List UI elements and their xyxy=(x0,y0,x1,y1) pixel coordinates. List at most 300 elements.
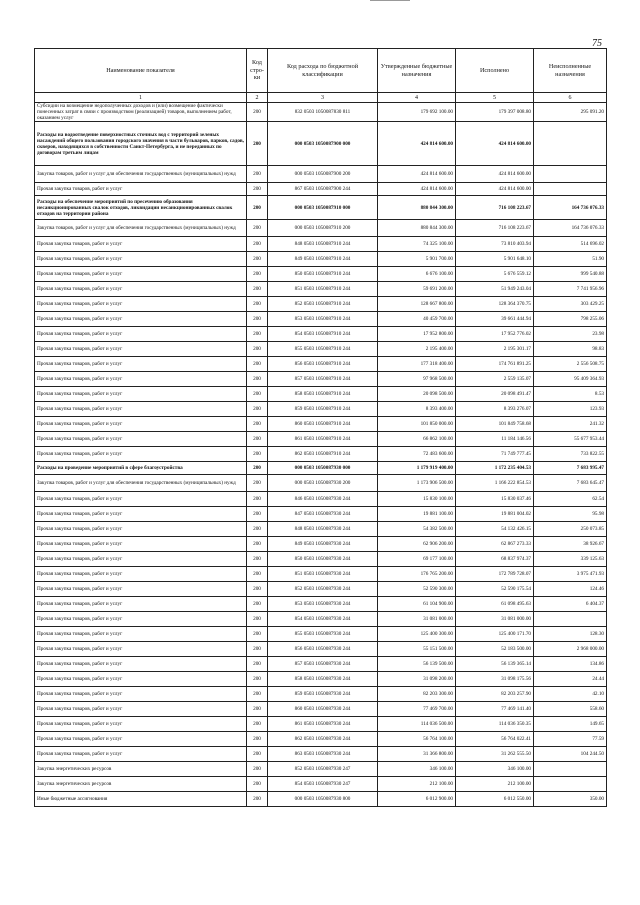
row-approved: 61 104 900.00 xyxy=(378,597,456,612)
row-line-code: 200 xyxy=(247,702,268,717)
row-line-code: 200 xyxy=(247,237,268,252)
row-approved: 31 098 200.00 xyxy=(378,672,456,687)
row-budget-code: 849 0503 1050087930 244 xyxy=(268,537,378,552)
table-row xyxy=(35,657,607,672)
row-unexecuted: 42.10 xyxy=(534,687,607,702)
row-approved: 1 179 919 400.00 xyxy=(378,462,456,475)
row-executed: 20 098 491.47 xyxy=(456,387,534,402)
row-unexecuted xyxy=(534,183,607,196)
row-unexecuted: 295 091.20 xyxy=(534,103,607,122)
table-row xyxy=(35,642,607,657)
row-unexecuted: 999 540.88 xyxy=(534,267,607,282)
row-name: Прочая закупка товаров, работ и услуг xyxy=(35,522,247,537)
table-row xyxy=(35,220,607,237)
row-approved: 2 195 400.00 xyxy=(378,342,456,357)
row-name: Прочая закупка товаров, работ и услуг xyxy=(35,657,247,672)
row-approved: 880 844 300.00 xyxy=(378,196,456,220)
row-executed: 52 183 500.00 xyxy=(456,642,534,657)
row-approved: 82 203 300.00 xyxy=(378,687,456,702)
row-line-code: 200 xyxy=(247,762,268,777)
row-approved: 128 667 800.00 xyxy=(378,297,456,312)
row-approved: 74 325 100.00 xyxy=(378,237,456,252)
row-approved: 424 814 600.00 xyxy=(378,166,456,183)
row-executed: 56 764 022.41 xyxy=(456,732,534,747)
column-number: 5 xyxy=(456,93,534,103)
row-budget-code: 856 0503 1050087910 244 xyxy=(268,357,378,372)
table-row xyxy=(35,582,607,597)
row-line-code: 200 xyxy=(247,462,268,475)
row-name: Прочая закупка товаров, работ и услуг xyxy=(35,582,247,597)
row-budget-code: 858 0503 1050087930 244 xyxy=(268,672,378,687)
row-unexecuted: 23.98 xyxy=(534,327,607,342)
row-name: Прочая закупка товаров, работ и услуг xyxy=(35,237,247,252)
row-line-code: 200 xyxy=(247,777,268,792)
row-name: Прочая закупка товаров, работ и услуг xyxy=(35,327,247,342)
table-row xyxy=(35,267,607,282)
row-budget-code: 854 0503 1050087930 247 xyxy=(268,777,378,792)
row-executed: 56 139 365.14 xyxy=(456,657,534,672)
table-row xyxy=(35,252,607,267)
row-executed: 114 036 350.35 xyxy=(456,717,534,732)
row-line-code: 200 xyxy=(247,507,268,522)
row-unexecuted xyxy=(534,122,607,166)
header-name: Наименование показателя xyxy=(35,49,247,93)
row-budget-code: 863 0503 1050087930 244 xyxy=(268,747,378,762)
row-budget-code: 000 0503 1050087900 000 xyxy=(268,122,378,166)
row-executed: 77 469 141.40 xyxy=(456,702,534,717)
table-row xyxy=(35,432,607,447)
row-line-code: 200 xyxy=(247,672,268,687)
table-row xyxy=(35,522,607,537)
table-row xyxy=(35,183,607,196)
row-name: Прочая закупка товаров, работ и услуг xyxy=(35,717,247,732)
row-executed: 54 132 426.15 xyxy=(456,522,534,537)
row-name: Расходы на проведение мероприятий в сфере благоустройства xyxy=(35,462,247,475)
row-executed: 172 789 728.07 xyxy=(456,567,534,582)
row-name: Иные бюджетные ассигнования xyxy=(35,792,247,807)
row-line-code: 200 xyxy=(247,166,268,183)
row-approved: 179 692 100.00 xyxy=(378,103,456,122)
row-approved: 19 881 100.00 xyxy=(378,507,456,522)
row-budget-code: 000 0503 1050087930 800 xyxy=(268,792,378,807)
row-line-code: 200 xyxy=(247,732,268,747)
row-unexecuted: 51.90 xyxy=(534,252,607,267)
row-line-code: 200 xyxy=(247,372,268,387)
row-unexecuted: 2 968 000.00 xyxy=(534,642,607,657)
row-name: Прочая закупка товаров, работ и услуг xyxy=(35,612,247,627)
row-executed: 346 100.00 xyxy=(456,762,534,777)
row-budget-code: 855 0503 1050087930 244 xyxy=(268,627,378,642)
table-row xyxy=(35,762,607,777)
row-name: Прочая закупка товаров, работ и услуг xyxy=(35,252,247,267)
row-unexecuted: 24.44 xyxy=(534,672,607,687)
row-budget-code: 000 0503 1050087910 000 xyxy=(268,196,378,220)
table-row xyxy=(35,166,607,183)
row-unexecuted: 7 683 645.47 xyxy=(534,475,607,492)
row-unexecuted: 241.32 xyxy=(534,417,607,432)
column-number: 3 xyxy=(268,93,378,103)
row-approved: 31 366 800.00 xyxy=(378,747,456,762)
row-budget-code: 854 0503 1050087910 244 xyxy=(268,327,378,342)
row-line-code: 200 xyxy=(247,537,268,552)
table-row xyxy=(35,507,607,522)
column-numbers-row xyxy=(35,93,607,103)
row-line-code: 200 xyxy=(247,552,268,567)
row-executed: 5 676 559.12 xyxy=(456,267,534,282)
row-line-code: 200 xyxy=(247,747,268,762)
table-row xyxy=(35,717,607,732)
row-approved: 66 862 100.00 xyxy=(378,432,456,447)
budget-execution-table xyxy=(34,48,607,807)
table-row xyxy=(35,702,607,717)
row-executed: 31 262 555.50 xyxy=(456,747,534,762)
row-budget-code: 000 0503 1050087910 200 xyxy=(268,220,378,237)
row-name: Прочая закупка товаров, работ и услуг xyxy=(35,402,247,417)
row-unexecuted: 128.30 xyxy=(534,627,607,642)
column-number: 2 xyxy=(247,93,268,103)
row-approved: 54 382 500.00 xyxy=(378,522,456,537)
row-unexecuted: 303 429.25 xyxy=(534,297,607,312)
header-line-code: Код стро- ки xyxy=(247,49,268,93)
table-row xyxy=(35,732,607,747)
table-row xyxy=(35,342,607,357)
row-approved: 6 676 100.00 xyxy=(378,267,456,282)
row-unexecuted: 514 696.02 xyxy=(534,237,607,252)
row-unexecuted xyxy=(534,166,607,183)
page-number: 75 xyxy=(592,38,602,49)
row-line-code: 200 xyxy=(247,196,268,220)
row-name: Прочая закупка товаров, работ и услуг xyxy=(35,387,247,402)
row-budget-code: 862 0503 1050087910 244 xyxy=(268,447,378,462)
row-approved: 177 318 400.00 xyxy=(378,357,456,372)
table-row xyxy=(35,552,607,567)
row-budget-code: 000 0503 1050087930 200 xyxy=(268,475,378,492)
row-unexecuted: 123.93 xyxy=(534,402,607,417)
row-budget-code: 848 0503 1050087930 244 xyxy=(268,522,378,537)
table-row xyxy=(35,597,607,612)
row-executed: 51 949 243.04 xyxy=(456,282,534,297)
row-approved: 101 850 000.00 xyxy=(378,417,456,432)
row-line-code: 200 xyxy=(247,282,268,297)
row-budget-code: 849 0503 1050087910 244 xyxy=(268,252,378,267)
row-line-code: 200 xyxy=(247,387,268,402)
row-unexecuted: 124.46 xyxy=(534,582,607,597)
row-approved: 114 036 500.00 xyxy=(378,717,456,732)
row-line-code: 200 xyxy=(247,342,268,357)
table-row xyxy=(35,462,607,475)
table-row xyxy=(35,282,607,297)
row-executed: 1 172 235 404.53 xyxy=(456,462,534,475)
row-executed: 2 559 135.07 xyxy=(456,372,534,387)
table-row xyxy=(35,747,607,762)
row-executed: 5 901 648.10 xyxy=(456,252,534,267)
row-approved: 424 814 600.00 xyxy=(378,122,456,166)
row-unexecuted: 7 683 995.47 xyxy=(534,462,607,475)
row-line-code: 200 xyxy=(247,627,268,642)
table-row xyxy=(35,777,607,792)
row-unexecuted: 733 822.55 xyxy=(534,447,607,462)
row-name: Прочая закупка товаров, работ и услуг xyxy=(35,567,247,582)
row-executed: 31 098 175.56 xyxy=(456,672,534,687)
row-unexecuted: 3 975 471.93 xyxy=(534,567,607,582)
row-name: Прочая закупка товаров, работ и услуг xyxy=(35,537,247,552)
row-budget-code: 856 0503 1050087930 244 xyxy=(268,642,378,657)
row-unexecuted: 6 404.37 xyxy=(534,597,607,612)
row-budget-code: 850 0503 1050087910 244 xyxy=(268,267,378,282)
row-executed: 31 081 000.00 xyxy=(456,612,534,627)
row-name: Закупка товаров, работ и услуг для обеспечения государственных (муниципальных) нужд xyxy=(35,166,247,183)
row-approved: 17 952 800.00 xyxy=(378,327,456,342)
row-unexecuted: 250 073.85 xyxy=(534,522,607,537)
row-budget-code: 852 0503 1050087930 244 xyxy=(268,582,378,597)
row-approved: 15 830 100.00 xyxy=(378,492,456,507)
table-row xyxy=(35,402,607,417)
table-row xyxy=(35,537,607,552)
row-approved: 77 469 700.00 xyxy=(378,702,456,717)
row-executed: 68 837 974.37 xyxy=(456,552,534,567)
row-executed: 6 012 550.00 xyxy=(456,792,534,807)
row-line-code: 200 xyxy=(247,657,268,672)
table-row xyxy=(35,103,607,122)
header-approved: Утвержденные бюджетные назначения xyxy=(378,49,456,93)
row-line-code: 200 xyxy=(247,597,268,612)
row-unexecuted: 38 926.67 xyxy=(534,537,607,552)
row-unexecuted: 164 736 076.33 xyxy=(534,220,607,237)
row-budget-code: 853 0503 1050087910 244 xyxy=(268,312,378,327)
row-line-code: 200 xyxy=(247,122,268,166)
row-line-code: 200 xyxy=(247,220,268,237)
column-number: 1 xyxy=(35,93,247,103)
row-budget-code: 858 0503 1050087910 244 xyxy=(268,387,378,402)
row-approved: 55 151 500.00 xyxy=(378,642,456,657)
row-unexecuted xyxy=(534,612,607,627)
row-line-code: 200 xyxy=(247,792,268,807)
row-line-code: 200 xyxy=(247,717,268,732)
row-budget-code: 859 0503 1050087930 244 xyxy=(268,687,378,702)
row-name: Расходы на водоотведение поверхностных сточных вод с территорий зеленых насаждений общего пользования городского значения в части бульваров, парков, садов, скверов, находящихся в собственности Санкт-Петербурга, и не переданных по договорам третьим лицам xyxy=(35,122,247,166)
row-unexecuted: 149.65 xyxy=(534,717,607,732)
table-row xyxy=(35,357,607,372)
row-line-code: 200 xyxy=(247,492,268,507)
row-executed: 716 108 223.67 xyxy=(456,220,534,237)
row-budget-code: 851 0503 1050087930 244 xyxy=(268,567,378,582)
row-name: Закупка товаров, работ и услуг для обеспечения государственных (муниципальных) нужд xyxy=(35,220,247,237)
row-unexecuted: 62.54 xyxy=(534,492,607,507)
row-name: Прочая закупка товаров, работ и услуг xyxy=(35,183,247,196)
table-row xyxy=(35,237,607,252)
row-budget-code: 852 0503 1050087910 244 xyxy=(268,297,378,312)
row-unexecuted xyxy=(534,777,607,792)
row-executed: 128 364 370.75 xyxy=(456,297,534,312)
row-executed: 73 810 403.94 xyxy=(456,237,534,252)
table-row xyxy=(35,627,607,642)
row-unexecuted xyxy=(534,762,607,777)
row-budget-code: 850 0503 1050087930 244 xyxy=(268,552,378,567)
row-executed: 101 849 758.68 xyxy=(456,417,534,432)
row-executed: 52 590 175.54 xyxy=(456,582,534,597)
row-name: Прочая закупка товаров, работ и услуг xyxy=(35,357,247,372)
row-approved: 125 400 300.00 xyxy=(378,627,456,642)
row-approved: 880 844 300.00 xyxy=(378,220,456,237)
row-name: Прочая закупка товаров, работ и услуг xyxy=(35,642,247,657)
table-row xyxy=(35,687,607,702)
row-unexecuted: 2 556 508.75 xyxy=(534,357,607,372)
row-unexecuted: 134.86 xyxy=(534,657,607,672)
row-executed: 19 881 004.02 xyxy=(456,507,534,522)
row-executed: 39 661 444.94 xyxy=(456,312,534,327)
row-name: Прочая закупка товаров, работ и услуг xyxy=(35,342,247,357)
row-unexecuted: 798 255.06 xyxy=(534,312,607,327)
row-approved: 6 012 900.00 xyxy=(378,792,456,807)
row-approved: 8 393 400.00 xyxy=(378,402,456,417)
row-executed: 424 814 600.00 xyxy=(456,122,534,166)
row-budget-code: 860 0503 1050087930 244 xyxy=(268,702,378,717)
row-name: Прочая закупка товаров, работ и услуг xyxy=(35,747,247,762)
row-name: Прочая закупка товаров, работ и услуг xyxy=(35,372,247,387)
row-unexecuted: 8.53 xyxy=(534,387,607,402)
table-row xyxy=(35,792,607,807)
row-executed: 179 397 008.80 xyxy=(456,103,534,122)
row-name: Расходы на обеспечение мероприятий по пресечению образования несанкционированных свалок отходов, ликвидации несанкционированных свалок отходов на территории района xyxy=(35,196,247,220)
row-line-code: 200 xyxy=(247,687,268,702)
row-approved: 56 764 100.00 xyxy=(378,732,456,747)
row-budget-code: 846 0503 1050087930 244 xyxy=(268,492,378,507)
table-row xyxy=(35,672,607,687)
row-approved: 176 765 200.00 xyxy=(378,567,456,582)
row-approved: 1 173 906 500.00 xyxy=(378,475,456,492)
row-line-code: 200 xyxy=(247,267,268,282)
row-budget-code: 848 0503 1050087910 244 xyxy=(268,237,378,252)
table-row xyxy=(35,327,607,342)
row-executed: 15 830 037.46 xyxy=(456,492,534,507)
row-line-code: 200 xyxy=(247,357,268,372)
row-executed: 424 814 600.00 xyxy=(456,183,534,196)
row-name: Закупка энергетических ресурсов xyxy=(35,762,247,777)
row-name: Закупка энергетических ресурсов xyxy=(35,777,247,792)
header-executed: Исполнено xyxy=(456,49,534,93)
table-body xyxy=(35,103,607,807)
row-budget-code: 853 0503 1050087930 244 xyxy=(268,597,378,612)
table-row xyxy=(35,312,607,327)
row-executed: 2 195 301.17 xyxy=(456,342,534,357)
row-line-code: 200 xyxy=(247,183,268,196)
row-name: Закупка товаров, работ и услуг для обеспечения государственных (муниципальных) нужд xyxy=(35,475,247,492)
row-name: Прочая закупка товаров, работ и услуг xyxy=(35,492,247,507)
row-executed: 424 814 600.00 xyxy=(456,166,534,183)
header-row xyxy=(35,49,607,93)
row-line-code: 200 xyxy=(247,327,268,342)
row-approved: 20 098 500.00 xyxy=(378,387,456,402)
row-executed: 61 098 495.63 xyxy=(456,597,534,612)
row-budget-code: 861 0503 1050087930 244 xyxy=(268,717,378,732)
table-row xyxy=(35,122,607,166)
row-unexecuted: 339 125.63 xyxy=(534,552,607,567)
row-line-code: 200 xyxy=(247,475,268,492)
row-unexecuted: 164 736 076.33 xyxy=(534,196,607,220)
row-budget-code: 852 0503 1050087930 247 xyxy=(268,762,378,777)
table-row xyxy=(35,372,607,387)
row-approved: 62 906 200.00 xyxy=(378,537,456,552)
row-unexecuted: 558.60 xyxy=(534,702,607,717)
table-row xyxy=(35,297,607,312)
row-executed: 82 203 257.90 xyxy=(456,687,534,702)
row-line-code: 200 xyxy=(247,642,268,657)
row-budget-code: 862 0503 1050087930 244 xyxy=(268,732,378,747)
row-executed: 62 867 273.33 xyxy=(456,537,534,552)
row-budget-code: 000 0503 1050087900 200 xyxy=(268,166,378,183)
row-line-code: 200 xyxy=(247,522,268,537)
row-name: Прочая закупка товаров, работ и услуг xyxy=(35,282,247,297)
table-row xyxy=(35,567,607,582)
row-budget-code: 847 0503 1050087930 244 xyxy=(268,507,378,522)
row-unexecuted: 95.98 xyxy=(534,507,607,522)
row-unexecuted: 7 741 956.96 xyxy=(534,282,607,297)
row-approved: 31 081 000.00 xyxy=(378,612,456,627)
row-name: Прочая закупка товаров, работ и услуг xyxy=(35,687,247,702)
row-budget-code: 859 0503 1050087910 244 xyxy=(268,402,378,417)
row-line-code: 200 xyxy=(247,567,268,582)
row-approved: 40 459 700.00 xyxy=(378,312,456,327)
row-executed: 11 184 146.56 xyxy=(456,432,534,447)
row-name: Прочая закупка товаров, работ и услуг xyxy=(35,297,247,312)
row-line-code: 200 xyxy=(247,612,268,627)
row-approved: 97 968 500.00 xyxy=(378,372,456,387)
row-budget-code: 857 0503 1050087910 244 xyxy=(268,372,378,387)
row-name: Прочая закупка товаров, работ и услуг xyxy=(35,267,247,282)
row-name: Прочая закупка товаров, работ и услуг xyxy=(35,447,247,462)
row-line-code: 200 xyxy=(247,252,268,267)
row-executed: 8 393 276.07 xyxy=(456,402,534,417)
row-line-code: 200 xyxy=(247,447,268,462)
row-name: Прочая закупка товаров, работ и услуг xyxy=(35,312,247,327)
row-budget-code: 855 0503 1050087910 244 xyxy=(268,342,378,357)
row-budget-code: 851 0503 1050087910 244 xyxy=(268,282,378,297)
row-approved: 69 177 100.00 xyxy=(378,552,456,567)
row-line-code: 200 xyxy=(247,417,268,432)
row-name: Прочая закупка товаров, работ и услуг xyxy=(35,507,247,522)
row-approved: 346 100.00 xyxy=(378,762,456,777)
row-budget-code: 857 0503 1050087930 244 xyxy=(268,657,378,672)
row-unexecuted: 350.00 xyxy=(534,792,607,807)
row-executed: 125 400 171.70 xyxy=(456,627,534,642)
row-line-code: 200 xyxy=(247,297,268,312)
row-unexecuted: 55 677 953.44 xyxy=(534,432,607,447)
row-approved: 56 139 500.00 xyxy=(378,657,456,672)
row-approved: 5 901 700.00 xyxy=(378,252,456,267)
table-row xyxy=(35,492,607,507)
scan-mark xyxy=(370,0,410,1)
row-unexecuted: 104 244.50 xyxy=(534,747,607,762)
row-name: Прочая закупка товаров, работ и услуг xyxy=(35,732,247,747)
row-approved: 52 590 300.00 xyxy=(378,582,456,597)
header-unexecuted: Неисполненные назначения xyxy=(534,49,607,93)
row-budget-code: 000 0503 1050087930 000 xyxy=(268,462,378,475)
row-budget-code: 854 0503 1050087930 244 xyxy=(268,612,378,627)
row-line-code: 200 xyxy=(247,432,268,447)
row-budget-code: 861 0503 1050087910 244 xyxy=(268,432,378,447)
row-approved: 424 814 600.00 xyxy=(378,183,456,196)
header-budget-code: Код расхода по бюджетной классификации xyxy=(268,49,378,93)
row-name: Прочая закупка товаров, работ и услуг xyxy=(35,417,247,432)
row-name: Прочая закупка товаров, работ и услуг xyxy=(35,432,247,447)
table-row xyxy=(35,447,607,462)
row-budget-code: 867 0503 1050087900 244 xyxy=(268,183,378,196)
table-row xyxy=(35,387,607,402)
row-budget-code: 832 0503 1050087830 811 xyxy=(268,103,378,122)
row-unexecuted: 77.59 xyxy=(534,732,607,747)
column-number: 4 xyxy=(378,93,456,103)
row-name: Прочая закупка товаров, работ и услуг xyxy=(35,672,247,687)
